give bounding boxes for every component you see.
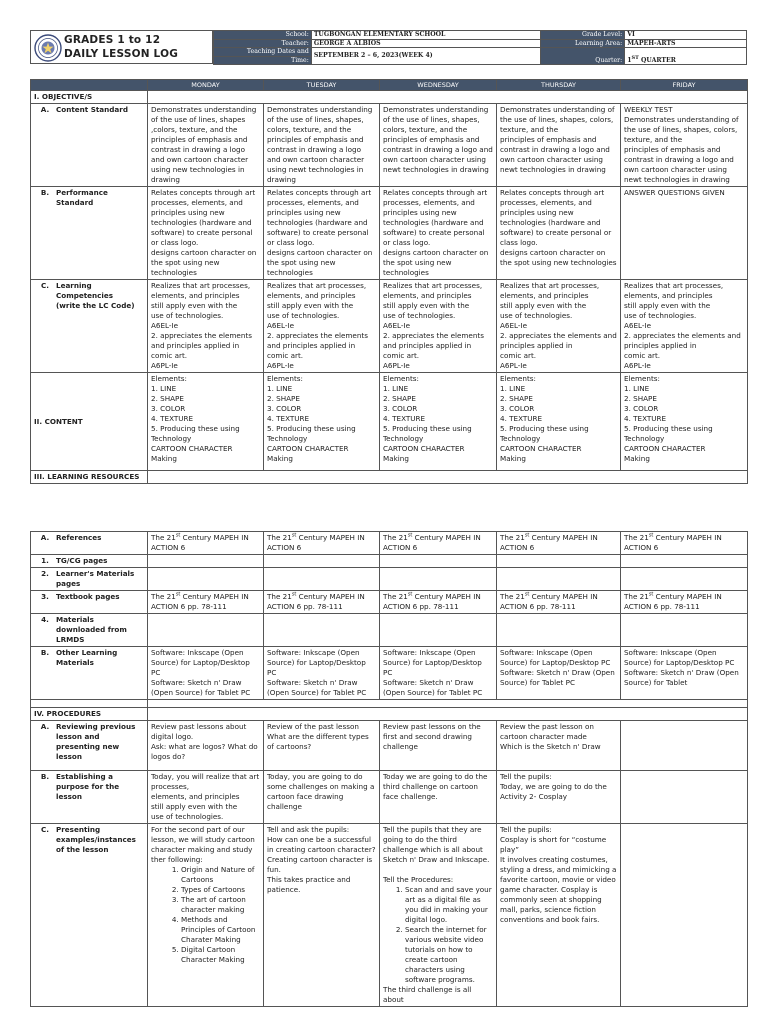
book-title-rest: Century MAPEH IN ACTION 6 (624, 533, 722, 552)
day-tuesday: TUESDAY (264, 80, 380, 91)
resources-blank (148, 471, 748, 484)
procedure-cell: Today, you are going to do some challenges on making a cartoon face drawing challenge (264, 771, 380, 824)
book-title-start: The 21 (383, 533, 408, 542)
day-thursday: THURSDAY (497, 80, 621, 91)
book-title-start: The 21 (500, 592, 525, 601)
list-item: 4. Methods and Principles of Cartoon Charater Making (181, 915, 260, 945)
procedure-cell: Review of the past lesson What are the different types of cartoons? (264, 721, 380, 771)
procedure-label (31, 721, 148, 771)
procedure-row (31, 771, 748, 824)
objective-label (31, 187, 148, 280)
objective-cell: Demonstrates understanding of the use of lines, shapes ,colors, texture, and the principles of emphasis and contrast in drawing a logo and own cartoon character using new technologies in drawing (148, 104, 264, 187)
reference-subrows (31, 555, 748, 700)
objective-row (31, 187, 748, 280)
area-label: Learning Area: (541, 39, 625, 48)
procedure-label-key: A. (40, 722, 50, 731)
reference-cell (497, 614, 621, 647)
school-value: TUGBONGAN ELEMENTARY SCHOOL (311, 31, 541, 40)
title-line-2: DAILY LESSON LOG (64, 48, 179, 60)
book-pages: Century MAPEH IN ACTION 6 pp. 78-111 (500, 592, 598, 611)
objective-cell: ANSWER QUESTIONS GIVEN (621, 187, 748, 280)
book-title-start: The 21 (624, 592, 649, 601)
objective-label-text: Performance Standard (56, 188, 108, 207)
reference-row (31, 614, 748, 647)
reference-label-key: 4. (41, 615, 49, 624)
reference-cell (497, 591, 621, 614)
list-item: 5. Digital Cartoon Character Making (181, 945, 260, 965)
reference-cell (148, 614, 264, 647)
content-cell: Elements: 1. LINE 2. SHAPE 3. COLOR 4. TEXTURE 5. Producing these using Technology CARTOON CHARACTER Making (621, 373, 748, 471)
book-pages: Century MAPEH IN ACTION 6 pp. 78-111 (267, 592, 365, 611)
procedure-cell: Tell the pupils: Cosplay is short for “costume play” It involves creating costumes, styling a dress, and mimicking a favorite cartoon, movie or video game character. Cosplay is commonly seen at shopping mall, parks, science fiction conventions and book fairs. (497, 824, 621, 1007)
book-title-sup: st (407, 591, 413, 598)
reference-cell (264, 591, 380, 614)
quarter-text: QUARTER (638, 56, 676, 64)
references-key: A. (40, 533, 50, 542)
objective-rows (31, 104, 748, 373)
book-title-rest: Century MAPEH IN ACTION 6 (500, 533, 598, 552)
day-header-row (31, 80, 748, 91)
reference-cell: Software: Inkscape (Open Source) for Laptop/Desktop PC Software: Sketch n' Draw (Open Source) for Tablet PC (380, 647, 497, 700)
procedures-heading: IV. PROCEDURES (31, 708, 148, 721)
objective-label-key: A. (40, 105, 50, 114)
dates-label-line1: Teaching Dates and (246, 48, 309, 55)
references-label (31, 532, 148, 555)
objective-cell: Relates concepts through art processes, elements, and principles using new technologies (hardware and software) to create personal or class logo. designs cartoon character on the spot using new technologies (497, 187, 621, 280)
reference-cell (621, 555, 748, 568)
procedure-label (31, 824, 148, 1007)
objective-label-key: C. (40, 281, 49, 290)
reference-label-text: Other Learning Materials (56, 648, 118, 667)
procedure-row (31, 824, 748, 1007)
header-title-box (30, 30, 213, 64)
book-title-sup: st (524, 591, 530, 598)
objectives-row (31, 91, 748, 104)
procedure-cell (621, 771, 748, 824)
lesson-log-table-bottom (30, 531, 748, 1007)
book-title-start: The 21 (500, 533, 525, 542)
header-info-table (213, 30, 747, 65)
book-title-sup: st (175, 532, 181, 539)
procedure-cell: Today we are going to do the third challenge on cartoon face challenge. (380, 771, 497, 824)
grade-value: VI (625, 31, 747, 40)
reference-label-text: Textbook pages (56, 592, 120, 601)
book-title-sup: st (648, 532, 654, 539)
procedure-cell: Review past lessons on the first and second drawing challenge (380, 721, 497, 771)
book-title-start: The 21 (151, 592, 176, 601)
dates-label (214, 48, 312, 57)
reference-row (31, 568, 748, 591)
book-title-rest: Century MAPEH IN ACTION 6 (267, 533, 365, 552)
quarter-number: 1 (627, 56, 632, 64)
list-item: 2. Search the internet for various website video tutorials on how to create cartoon characters using software programs. (405, 925, 493, 985)
reference-label-key: B. (40, 648, 50, 657)
procedure-label-text: Reviewing previous lesson and presenting new lesson (56, 722, 136, 761)
reference-cell (621, 568, 748, 591)
reference-label (31, 555, 148, 568)
objective-cell: Realizes that art processes, elements, and principles still apply even with the use of technologies. A6EL-Ie 2. appreciates the elements and principles applied in comic art. A6PL-Ie (264, 280, 380, 373)
reference-label-key: 2. (41, 569, 49, 578)
objective-row (31, 280, 748, 373)
book-pages: Century MAPEH IN ACTION 6 pp. 78-111 (624, 592, 722, 611)
corner-cell (31, 80, 148, 91)
monday-intro: For the second part of our lesson, we will study cartoon character making and study ther following: (151, 825, 255, 864)
objectives-heading: I. OBJECTIVE/S (31, 91, 148, 104)
reference-cell (380, 568, 497, 591)
objective-cell: Demonstrates understanding of the use of lines, shapes, colors, texture, and the principles of emphasis and contrast in drawing a logo and own cartoon character using newt technologies in drawing (264, 104, 380, 187)
monday-topic-list (151, 865, 260, 965)
reference-label-text: Learner's Materials pages (56, 569, 135, 588)
title-line-1: GRADES 1 to 12 (64, 34, 161, 46)
spacer-cell (31, 700, 148, 708)
reference-cell (621, 614, 748, 647)
day-monday: MONDAY (148, 80, 264, 91)
reference-cell: Software: Inkscape (Open Source) for Laptop/Desktop PC Software: Sketch n' Draw (Open Source) for Tablet PC (148, 647, 264, 700)
reference-cell (497, 568, 621, 591)
spacer-cell (148, 700, 748, 708)
objective-cell: Relates concepts through art processes, elements, and principles using new technologies (hardware and software) to create personal or class logo. designs cartoon character on the spot using new technologies (380, 187, 497, 280)
book-pages: Century MAPEH IN ACTION 6 pp. 78-111 (151, 592, 249, 611)
book-title-start: The 21 (624, 533, 649, 542)
reference-label (31, 614, 148, 647)
deped-seal-icon (34, 34, 62, 62)
reference-label (31, 568, 148, 591)
reference-cell (148, 555, 264, 568)
objective-label-key: B. (40, 188, 50, 197)
dates-value: SEPTEMBER 2 – 6, 2023(WEEK 4) (311, 48, 541, 65)
references-cell (621, 532, 748, 555)
grade-label: Grade Level: (541, 31, 625, 40)
objective-label-text: Learning Competencies (write the LC Code) (56, 281, 135, 310)
objective-cell: Realizes that art processes, elements, and principles still apply even with the use of technologies. A6EL-Ie 2. appreciates the elements and principles applied in comic art. A6PL-Ie (497, 280, 621, 373)
book-title-sup: st (407, 532, 413, 539)
references-text: References (56, 533, 102, 542)
objective-cell: Demonstrates understanding of the use of lines, shapes, colors, texture, and the principles of emphasis and contrast in drawing a logo and own cartoon character using newt technologies in drawing (380, 104, 497, 187)
wednesday-tail: The third challenge is all about (383, 985, 472, 1004)
objective-label-text: Content Standard (56, 105, 128, 114)
book-pages: Century MAPEH IN ACTION 6 pp. 78-111 (383, 592, 481, 611)
lesson-log-table-top (30, 79, 748, 484)
references-cell (148, 532, 264, 555)
book-title-start: The 21 (151, 533, 176, 542)
content-cell: Elements: 1. LINE 2. SHAPE 3. COLOR 4. TEXTURE 5. Producing these using Technology CARTOON CHARACTER Making (380, 373, 497, 471)
procedure-cell: Review the past lesson on cartoon character made Which is the Sketch n' Draw (497, 721, 621, 771)
reference-cell (380, 555, 497, 568)
blank-spacer-row (31, 700, 748, 708)
reference-cell (380, 591, 497, 614)
wednesday-intro: Tell the pupils that they are going to do the third challenge which is all about Sketch n' Draw and Inkscape. (383, 825, 490, 864)
book-title-rest: Century MAPEH IN ACTION 6 (383, 533, 481, 552)
reference-label (31, 647, 148, 700)
objectives-blank (148, 91, 748, 104)
objective-cell: Demonstrates understanding of the use of lines, shapes, colors, texture, and the principles of emphasis and contrast in drawing a logo and own cartoon character using newt technologies in drawing (497, 104, 621, 187)
objective-cell: Realizes that art processes, elements, and principles still apply even with the use of technologies. A6EL-Ie 2. appreciates the elements and principles applied in comic art. A6PL-Ie (380, 280, 497, 373)
procedure-label-key: C. (40, 825, 49, 834)
procedures-blank (148, 708, 748, 721)
reference-cell (497, 555, 621, 568)
reference-label-key: 1. (41, 556, 49, 565)
objective-cell: Relates concepts through art processes, elements, and principles using new technologies (hardware and software) to create personal or class logo. designs cartoon character on the spot using new technologies (264, 187, 380, 280)
book-title-start: The 21 (383, 592, 408, 601)
book-title-sup: st (175, 591, 181, 598)
reference-cell (148, 568, 264, 591)
procedure-label-text: Presenting examples/instances of the lesson (56, 825, 136, 854)
procedure-cell: Tell the pupils: Today, we are going to do the Activity 2- Cosplay (497, 771, 621, 824)
book-title-sup: st (291, 591, 297, 598)
references-cell (497, 532, 621, 555)
procedure-cell (148, 824, 264, 1007)
reference-row (31, 591, 748, 614)
references-row (31, 532, 748, 555)
reference-label-text: TG/CG pages (56, 556, 108, 565)
procedure-label-text: Establishing a purpose for the lesson (56, 772, 120, 801)
reference-label (31, 591, 148, 614)
school-label: School: (214, 31, 312, 40)
list-item: 1. Origin and Nature of Cartoons (181, 865, 260, 885)
quarter-ordinal: ST (631, 54, 639, 61)
reference-cell (264, 555, 380, 568)
list-item: 3. The art of cartoon character making (181, 895, 260, 915)
procedure-cell: Review past lessons about digital logo. Ask: what are logos? What do logos do? (148, 721, 264, 771)
references-cell (264, 532, 380, 555)
teacher-value: GEORGE A ALBIOS (311, 39, 541, 48)
objective-row (31, 104, 748, 187)
objective-cell: Realizes that art processes, elements, and principles still apply even with the use of technologies. A6EL-Ie 2. appreciates the elements and principles applied in comic art. A6PL-Ie (621, 280, 748, 373)
reference-label-text: Materials downloaded from LRMDS (56, 615, 127, 644)
document-header (30, 30, 747, 64)
objective-cell: Relates concepts through art processes, elements, and principles using new technologies (hardware and software) to create personal or class logo. designs cartoon character on the spot using new technologies (148, 187, 264, 280)
book-title-sup: st (648, 591, 654, 598)
list-item: 1. Scan and and save your art as a digital file as you did in making your digital logo. (405, 885, 493, 925)
content-cell: Elements: 1. LINE 2. SHAPE 3. COLOR 4. TEXTURE 5. Producing these using Technology CARTOON CHARACTER Making (264, 373, 380, 471)
objective-cell: WEEKLY TEST Demonstrates understanding of the use of lines, shapes, colors, texture, and the principles of emphasis and contrast in drawing a logo and own cartoon character using newt technologies in drawing (621, 104, 748, 187)
reference-cell: Software: Inkscape (Open Source) for Laptop/Desktop PC Software: Sketch n' Draw (Open Source) for Tablet PC (497, 647, 621, 700)
quarter-value (625, 48, 747, 65)
procedure-cell: Tell and ask the pupils: How can one be a successful in creating cartoon character? Creating cartoon character is fun. This takes practice and patience. (264, 824, 380, 1007)
book-title-start: The 21 (267, 533, 292, 542)
objective-label (31, 104, 148, 187)
procedure-cell: Today, you will realize that art processes, elements, and principles still apply even with the use of technologies. (148, 771, 264, 824)
references-cell (380, 532, 497, 555)
day-friday: FRIDAY (621, 80, 748, 91)
resources-heading: III. LEARNING RESOURCES (31, 471, 148, 484)
content-row (31, 373, 748, 471)
quarter-label: Quarter: (541, 48, 625, 65)
book-title-rest: Century MAPEH IN ACTION 6 (151, 533, 249, 552)
procedure-label-key: B. (40, 772, 50, 781)
content-heading: II. CONTENT (31, 373, 148, 471)
objective-label (31, 280, 148, 373)
reference-cell: Software: Inkscape (Open Source) for Laptop/Desktop PC Software: Sketch n' Draw (Open Source) for Tablet PC (264, 647, 380, 700)
procedure-cell (621, 824, 748, 1007)
wednesday-procedures-label: Tell the Procedures: (383, 875, 454, 884)
reference-cell (148, 591, 264, 614)
reference-cell (621, 591, 748, 614)
book-title-sup: st (291, 532, 297, 539)
procedure-row (31, 721, 748, 771)
reference-row (31, 647, 748, 700)
book-title-sup: st (524, 532, 530, 539)
procedure-cell (380, 824, 497, 1007)
content-cell: Elements: 1. LINE 2. SHAPE 3. COLOR 4. TEXTURE 5. Producing these using Technology CARTOON CHARACTER Making (148, 373, 264, 471)
content-cell: Elements: 1. LINE 2. SHAPE 3. COLOR 4. TEXTURE 5. Producing these using Technology CARTOON CHARACTER Making (497, 373, 621, 471)
reference-cell (264, 568, 380, 591)
wednesday-steps (383, 885, 493, 985)
procedures-row (31, 708, 748, 721)
teacher-label: Teacher: (214, 39, 312, 48)
procedure-rows (31, 721, 748, 1007)
reference-row (31, 555, 748, 568)
reference-cell: Software: Inkscape (Open Source) for Laptop/Desktop PC Software: Sketch n' Draw (Open Source) for Tablet (621, 647, 748, 700)
reference-label-key: 3. (41, 592, 49, 601)
area-value: MAPEH-ARTS (625, 39, 747, 48)
list-item: 2. Types of Cartoons (181, 885, 260, 895)
reference-cell (264, 614, 380, 647)
time-label: Time: (214, 56, 312, 65)
day-wednesday: WEDNESDAY (380, 80, 497, 91)
resources-row (31, 471, 748, 484)
procedure-cell (621, 721, 748, 771)
objective-cell: Realizes that art processes, elements, and principles still apply even with the use of technologies. A6EL-Ie 2. appreciates the elements and principles applied in comic art. A6PL-Ie (148, 280, 264, 373)
reference-cell (380, 614, 497, 647)
book-title-start: The 21 (267, 592, 292, 601)
procedure-label (31, 771, 148, 824)
